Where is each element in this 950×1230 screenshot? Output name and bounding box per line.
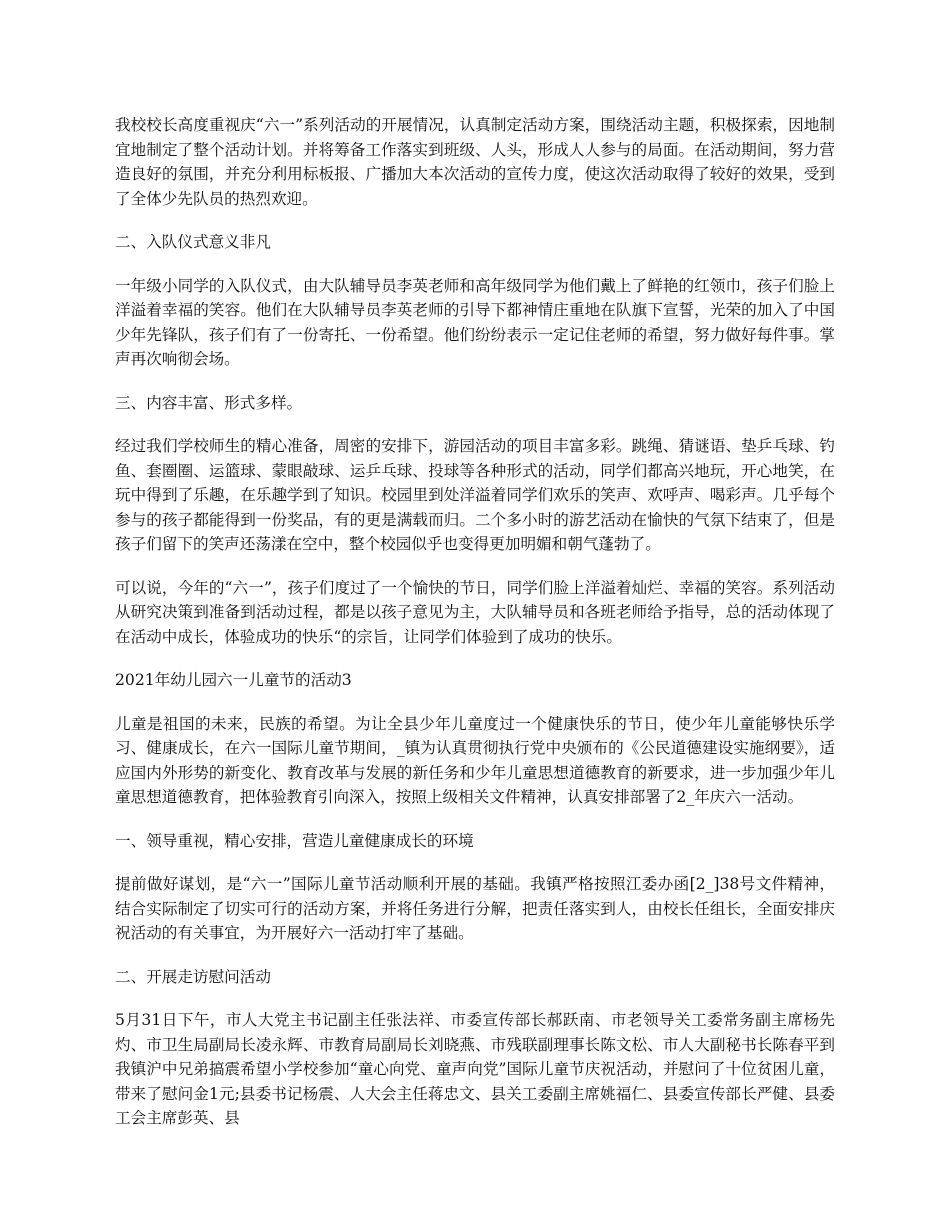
paragraph-activities: 经过我们学校师生的精心准备，周密的安排下，游园活动的项目丰富多彩。跳绳、猜谜语、垫乒乓球、钓鱼、套圈圈、运篮球、蒙眼敲球、运乒乓球、投球等各种形式的活动，同学们都高兴地玩，开心地笑，在玩中得到了乐趣，在乐趣学到了知识。校园里到处洋溢着同学们欢乐的笑声、欢呼声、喝彩声。几乎每个参与的孩子都能得到一份奖品，有的更是满载而归。二个多小时的游艺活动在愉快的气氛下结束了，但是孩子们留下的笑声还荡漾在空中，整个校园似乎也变得更加明媚和朝气蓬勃了。 (115, 437, 835, 553)
section-heading-induction: 二、入队仪式意义非凡 (115, 233, 271, 251)
section-heading-visits: 二、开展走访慰问活动 (115, 967, 271, 986)
document-subtitle: 2021年幼儿园六一儿童节的活动3 (115, 671, 352, 689)
section-heading-content: 三、内容丰富、形式多样。 (115, 393, 303, 412)
section-heading-leadership: 一、领导重视，精心安排，营造儿童健康成长的环境 (115, 831, 474, 850)
paragraph-visits: 5月31日下午，市人大党主书记副主任张法祥、市委宣传部长郝跃南、市老领导关工委常务副主席杨先灼、市卫生局副局长凌永辉、市教育局副局长刘晓燕、市残联副理事长陈文松、市人大副秘书长陈春平到我镇沪中兄弟搞震希望小学校参加“童心向党、童声向党”国际儿童节庆祝活动，并慰问了十位贫困儿童，带来了慰问金1元;县委书记杨震、人大会主任蒋忠文、县关工委副主席姚福仁、县委宣传部长严健、县委工会主席彭英、县 (115, 1011, 835, 1127)
paragraph-induction: 一年级小同学的入队仪式，由大队辅导员李英老师和高年级同学为他们戴上了鲜艳的红领巾，孩子们脸上洋溢着幸福的笑容。他们在大队辅导员李英老师的引导下都神情庄重地在队旗下宣誓，光荣的加入了中国少年先锋队，孩子们有了一份寄托、一份希望。他们纷纷表示一定记住老师的希望，努力做好每件事。掌声再次响彻会场。 (115, 276, 835, 368)
document-page (115, 113, 835, 1150)
paragraph-summary: 可以说，今年的“六一”，孩子们度过了一个愉快的节日，同学们脸上洋溢着灿烂、幸福的笑容。系列活动从研究决策到准备到活动过程，都是以孩子意见为主，大队辅导员和各班老师给予指导，总的活动体现了在活动中成长，体验成功的快乐“的宗旨，让同学们体验到了成功的快乐。 (115, 578, 835, 646)
paragraph-children-future: 儿童是祖国的未来，民族的希望。为让全县少年儿童度过一个健康快乐的节日，使少年儿童能够快乐学习、健康成长，在六一国际儿童节期间，_镇为认真贯彻执行党中央颁布的《公民道德建设实施纲要》，适应国内外形势的新变化、教育改革与发展的新任务和少年儿童思想道德教育的新要求，进一步加强少年儿童思想道德教育，把体验教育引向深入，按照上级相关文件精神，认真安排部署了2_年庆六一活动。 (115, 714, 835, 806)
paragraph-planning: 提前做好谋划，是“六一”国际儿童节活动顺利开展的基础。我镇严格按照江委办函[2_]38号文件精神，结合实际制定了切实可行的活动方案，并将任务进行分解，把责任落实到人，由校长任组长，全面安排庆祝活动的有关事宜，为开展好六一活动打牢了基础。 (115, 875, 835, 942)
paragraph-intro: 我校校长高度重视庆“六一”系列活动的开展情况，认真制定活动方案，围绕活动主题，积极探索，因地制宜地制定了整个活动计划。并将筹备工作落实到班级、人头，形成人人参与的局面。在活动期间，努力营造良好的氛围，并充分利用标板报、广播加大本次活动的宣传力度，使这次活动取得了较好的效果，受到了全体少先队员的热烈欢迎。 (115, 116, 835, 208)
